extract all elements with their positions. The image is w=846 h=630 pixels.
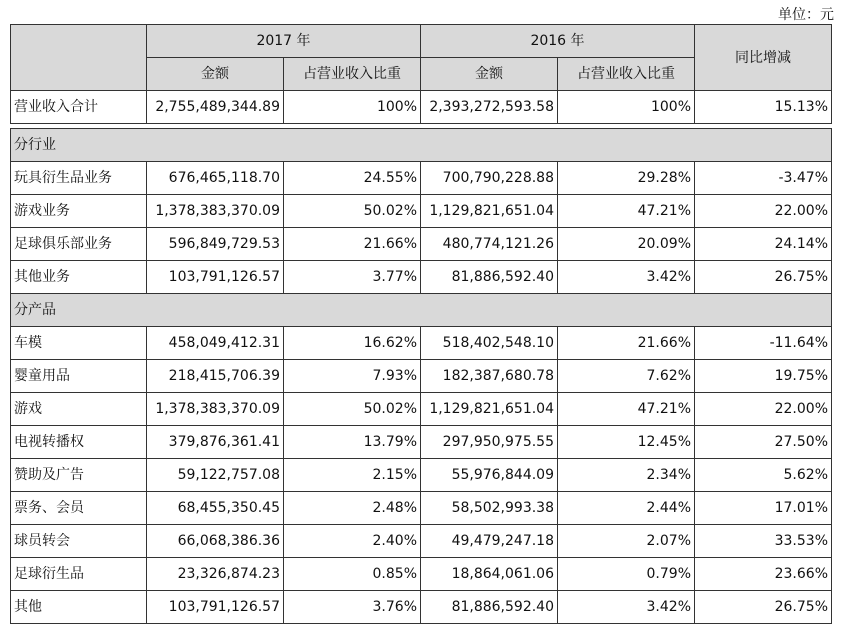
total-amount-2017: 2,755,489,344.89 [147, 91, 284, 124]
ratio-2016: 29.28% [558, 162, 695, 195]
amount-2017: 1,378,383,370.09 [147, 195, 284, 228]
row-label: 其他业务 [11, 261, 147, 294]
ratio-2017: 2.40% [284, 525, 421, 558]
amount-2017: 218,415,706.39 [147, 360, 284, 393]
header-amount-2017: 金额 [147, 58, 284, 91]
amount-2017: 676,465,118.70 [147, 162, 284, 195]
row-label: 游戏业务 [11, 195, 147, 228]
revenue-breakdown-table [10, 128, 832, 624]
amount-2017: 66,068,386.36 [147, 525, 284, 558]
ratio-2017: 3.77% [284, 261, 421, 294]
ratio-2017: 50.02% [284, 393, 421, 426]
yoy: 22.00% [695, 393, 832, 426]
ratio-2017: 24.55% [284, 162, 421, 195]
amount-2016: 297,950,975.55 [421, 426, 558, 459]
yoy: -3.47% [695, 162, 832, 195]
ratio-2016: 0.79% [558, 558, 695, 591]
amount-2016: 81,886,592.40 [421, 261, 558, 294]
amount-2017: 103,791,126.57 [147, 591, 284, 624]
table-row [11, 591, 832, 624]
total-ratio-2016: 100% [558, 91, 695, 124]
table-row [11, 426, 832, 459]
amount-2017: 1,378,383,370.09 [147, 393, 284, 426]
ratio-2017: 2.15% [284, 459, 421, 492]
total-row [11, 91, 832, 124]
row-label: 电视转播权 [11, 426, 147, 459]
amount-2016: 58,502,993.38 [421, 492, 558, 525]
header-amount-2016: 金额 [421, 58, 558, 91]
amount-2017: 23,326,874.23 [147, 558, 284, 591]
yoy: 17.01% [695, 492, 832, 525]
header-ratio-2017: 占营业收入比重 [284, 58, 421, 91]
table-row [11, 195, 832, 228]
yoy: 33.53% [695, 525, 832, 558]
yoy: 24.14% [695, 228, 832, 261]
unit-label: 单位：元 [778, 7, 834, 23]
ratio-2016: 2.07% [558, 525, 695, 558]
ratio-2016: 21.66% [558, 327, 695, 360]
header-yoy: 同比增减 [695, 25, 832, 91]
yoy: 26.75% [695, 261, 832, 294]
row-label: 其他 [11, 591, 147, 624]
amount-2016: 81,886,592.40 [421, 591, 558, 624]
amount-2016: 49,479,247.18 [421, 525, 558, 558]
ratio-2016: 12.45% [558, 426, 695, 459]
header-row-years [11, 25, 832, 58]
ratio-2017: 3.76% [284, 591, 421, 624]
table-row [11, 261, 832, 294]
amount-2016: 480,774,121.26 [421, 228, 558, 261]
table-row [11, 228, 832, 261]
ratio-2017: 50.02% [284, 195, 421, 228]
ratio-2017: 2.48% [284, 492, 421, 525]
ratio-2016: 2.34% [558, 459, 695, 492]
amount-2016: 518,402,548.10 [421, 327, 558, 360]
ratio-2016: 20.09% [558, 228, 695, 261]
header-ratio-2016: 占营业收入比重 [558, 58, 695, 91]
header-blank [11, 25, 147, 91]
amount-2016: 1,129,821,651.04 [421, 393, 558, 426]
total-ratio-2017: 100% [284, 91, 421, 124]
table-row [11, 492, 832, 525]
amount-2016: 1,129,821,651.04 [421, 195, 558, 228]
table-row [11, 525, 832, 558]
row-label: 赞助及广告 [11, 459, 147, 492]
section-title: 分行业 [11, 129, 832, 162]
ratio-2016: 47.21% [558, 393, 695, 426]
yoy: 5.62% [695, 459, 832, 492]
section-header-row [11, 129, 832, 162]
amount-2017: 458,049,412.31 [147, 327, 284, 360]
table-row [11, 327, 832, 360]
ratio-2017: 21.66% [284, 228, 421, 261]
ratio-2017: 16.62% [284, 327, 421, 360]
ratio-2016: 47.21% [558, 195, 695, 228]
total-label: 营业收入合计 [11, 91, 147, 124]
ratio-2016: 7.62% [558, 360, 695, 393]
header-year-2016: 2016 年 [421, 25, 695, 58]
amount-2017: 68,455,350.45 [147, 492, 284, 525]
ratio-2017: 7.93% [284, 360, 421, 393]
amount-2016: 18,864,061.06 [421, 558, 558, 591]
row-label: 票务、会员 [11, 492, 147, 525]
ratio-2017: 0.85% [284, 558, 421, 591]
ratio-2017: 13.79% [284, 426, 421, 459]
row-label: 玩具衍生品业务 [11, 162, 147, 195]
yoy: 26.75% [695, 591, 832, 624]
yoy: 23.66% [695, 558, 832, 591]
table-row [11, 459, 832, 492]
total-yoy: 15.13% [695, 91, 832, 124]
amount-2017: 59,122,757.08 [147, 459, 284, 492]
row-label: 足球俱乐部业务 [11, 228, 147, 261]
amount-2017: 103,791,126.57 [147, 261, 284, 294]
row-label: 足球衍生品 [11, 558, 147, 591]
ratio-2016: 3.42% [558, 591, 695, 624]
row-label: 球员转会 [11, 525, 147, 558]
row-label: 婴童用品 [11, 360, 147, 393]
table-row [11, 360, 832, 393]
table-row [11, 393, 832, 426]
row-label: 游戏 [11, 393, 147, 426]
amount-2017: 596,849,729.53 [147, 228, 284, 261]
amount-2016: 700,790,228.88 [421, 162, 558, 195]
revenue-summary-table [10, 24, 832, 124]
amount-2017: 379,876,361.41 [147, 426, 284, 459]
header-year-2017: 2017 年 [147, 25, 421, 58]
yoy: 19.75% [695, 360, 832, 393]
section-title: 分产品 [11, 294, 832, 327]
total-amount-2016: 2,393,272,593.58 [421, 91, 558, 124]
amount-2016: 182,387,680.78 [421, 360, 558, 393]
table-row [11, 558, 832, 591]
table-row [11, 162, 832, 195]
yoy: -11.64% [695, 327, 832, 360]
yoy: 27.50% [695, 426, 832, 459]
section-header-row [11, 294, 832, 327]
yoy: 22.00% [695, 195, 832, 228]
row-label: 车模 [11, 327, 147, 360]
amount-2016: 55,976,844.09 [421, 459, 558, 492]
ratio-2016: 2.44% [558, 492, 695, 525]
ratio-2016: 3.42% [558, 261, 695, 294]
